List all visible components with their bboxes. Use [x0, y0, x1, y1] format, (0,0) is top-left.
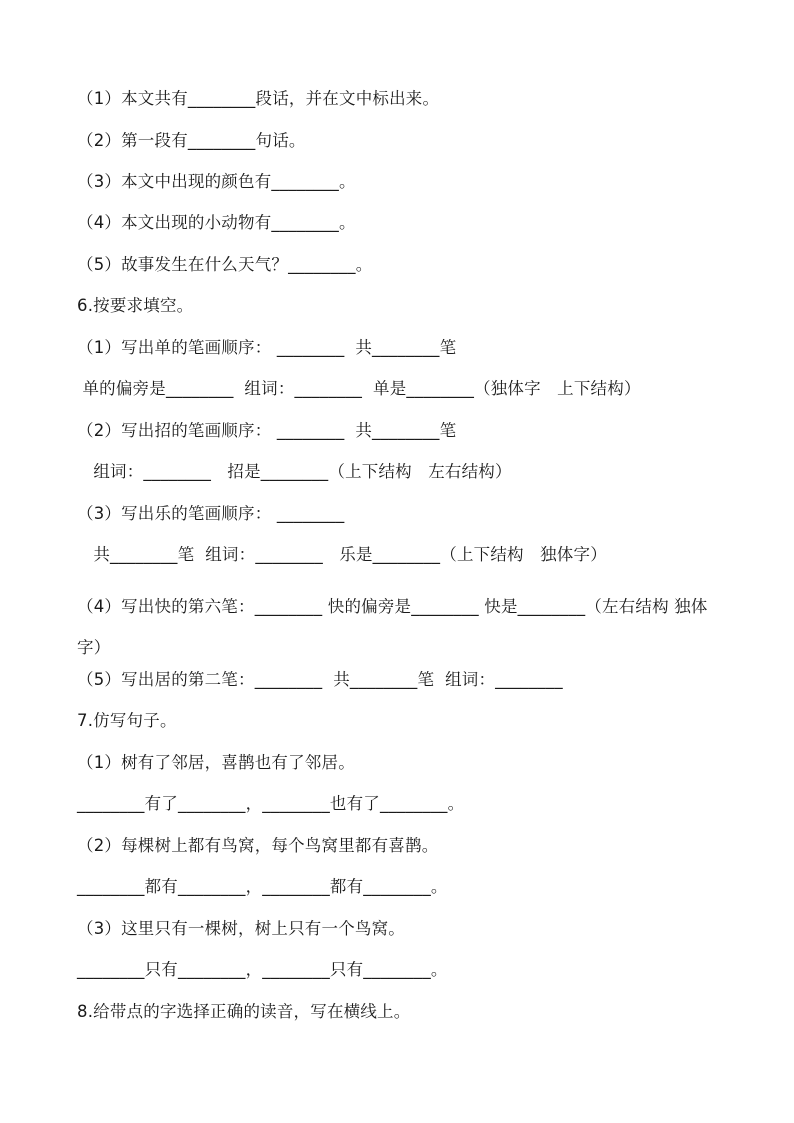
sentence-7-2: （2）每棵树上都有鸟窝，每个鸟窝里都有喜鹊。 — [77, 836, 439, 855]
question-5-2: （2）第一段有________句话。 — [77, 131, 306, 150]
question-5-5: （5）故事发生在什么天气？________。 — [77, 255, 373, 274]
sentence-7-1-blanks: ________有了________，________也有了________。 — [77, 794, 465, 813]
section-7-heading: 7.仿写句子。 — [77, 711, 177, 730]
question-6-3a: （3）写出乐的笔画顺序： ________ — [77, 504, 345, 523]
question-6-5: （5）写出居的第二笔：________ 共________笔 组词：________ — [77, 670, 563, 689]
question-6-3b: 共________笔 组词：________ 乐是________（上下结构 独体字） — [77, 545, 607, 564]
question-6-2a: （2）写出招的笔画顺序： ________ 共________笔 — [77, 421, 457, 440]
section-6-heading: 6.按要求填空。 — [77, 296, 194, 315]
question-5-3: （3）本文中出现的颜色有________。 — [77, 172, 356, 191]
sentence-7-3: （3）这里只有一棵树，树上只有一个鸟窝。 — [77, 919, 405, 938]
section-8-heading: 8.给带点的字选择正确的读音，写在横线上。 — [77, 1002, 411, 1021]
sentence-7-2-blanks: ________都有________，________都有________。 — [77, 877, 448, 896]
question-6-4: （4）写出快的第六笔：________ 快的偏旁是________ 快是________（左右结构 独体字） — [77, 597, 708, 657]
question-6-1b: 单的偏旁是________ 组词：________ 单是________（独体字 上下结构） — [77, 379, 641, 398]
question-6-2b: 组词：________ 招是________（上下结构 左右结构） — [77, 462, 512, 481]
sentence-7-3-blanks: ________只有________，________只有________。 — [77, 960, 448, 979]
question-6-1a: （1）写出单的笔画顺序： ________ 共________笔 — [77, 338, 457, 357]
question-5-4: （4）本文出现的小动物有________。 — [77, 213, 356, 232]
sentence-7-1: （1）树有了邻居，喜鹊也有了邻居。 — [77, 753, 355, 772]
question-5-1: （1）本文共有________段话，并在文中标出来。 — [77, 89, 440, 108]
